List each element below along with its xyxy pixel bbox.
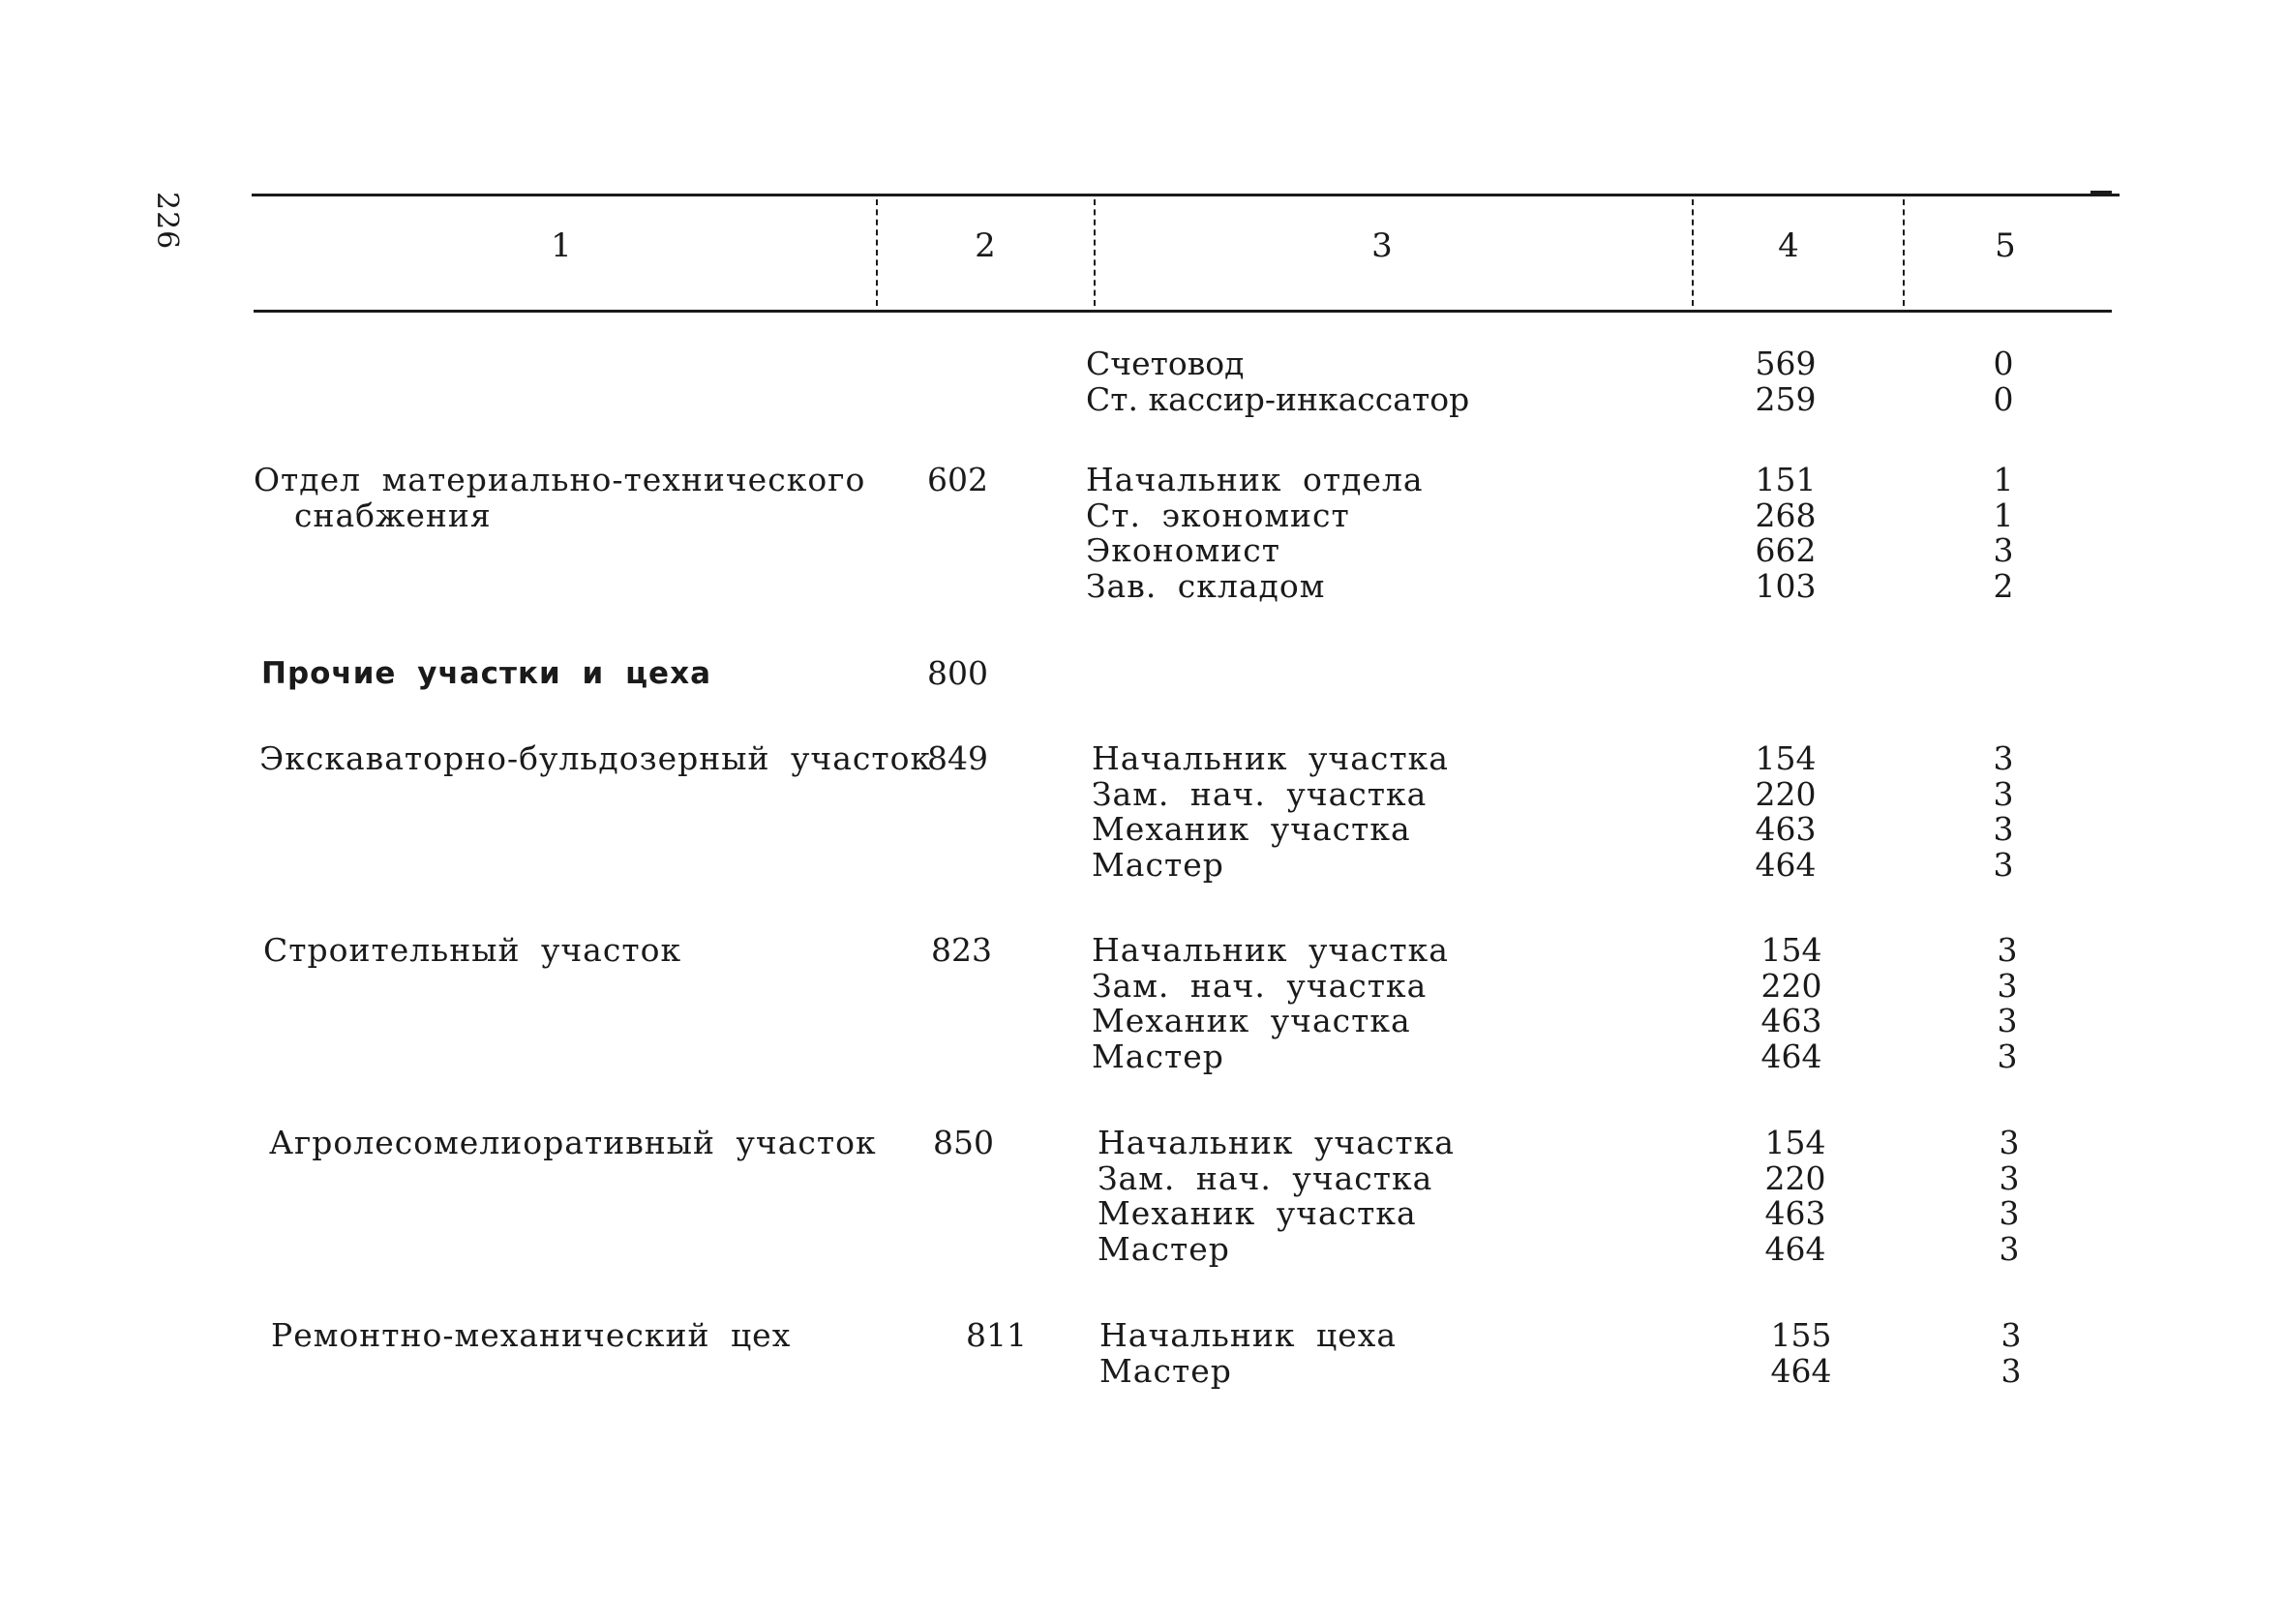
- department-line: Агролесомелиоративный участок: [269, 1124, 877, 1161]
- position-name: Начальник участка: [1098, 1124, 1455, 1161]
- position-name: Зав. складом: [1086, 566, 1326, 605]
- count-value: 3: [1999, 1229, 2020, 1268]
- position-list: [1086, 463, 1667, 604]
- department-line: Ремонтно-механический цех: [271, 1316, 792, 1354]
- position-name: Ст. кассир-инкассатор: [1086, 379, 1470, 418]
- position-name: Начальник отдела: [1086, 461, 1424, 498]
- position-code: 463: [1760, 1002, 1822, 1039]
- position-code: 103: [1755, 566, 1817, 605]
- position-code: 220: [1755, 774, 1817, 813]
- department-code: 811: [966, 1316, 1027, 1354]
- count-value: 3: [1997, 1002, 2018, 1039]
- position-code-list: [1732, 1318, 1854, 1389]
- position-code: 464: [1764, 1229, 1826, 1268]
- position-code: 463: [1764, 1194, 1826, 1232]
- position-name: Зам. нач. участка: [1098, 1158, 1433, 1197]
- position-code: 155: [1770, 1316, 1832, 1354]
- position-name: Мастер: [1098, 1229, 1230, 1268]
- position-code-list: [1732, 463, 1839, 604]
- page-number: 226: [150, 192, 184, 251]
- department-name: [254, 933, 883, 969]
- count-list: [1965, 346, 2042, 417]
- position-code: 154: [1755, 739, 1817, 777]
- table-header-bottom-rule: [254, 310, 2112, 313]
- position-code: 259: [1755, 379, 1817, 418]
- header-col-1: 1: [551, 226, 572, 265]
- count-value: 3: [2000, 1351, 2022, 1390]
- column-separator: [1692, 199, 1694, 306]
- position-name: Счетовод: [1086, 345, 1245, 382]
- department-code: 823: [931, 931, 992, 969]
- department-code: 849: [927, 739, 988, 777]
- department-name: [254, 656, 881, 692]
- position-name: Механик участка: [1092, 810, 1411, 848]
- position-code: 662: [1755, 531, 1817, 569]
- department-name: [254, 463, 873, 533]
- count-value: 3: [1993, 774, 2014, 813]
- header-col-2: 2: [975, 226, 996, 265]
- count-list: [1965, 741, 2042, 883]
- department-line: Экскаваторно-бульдозерный участок: [259, 739, 932, 777]
- count-list: [1965, 1126, 2048, 1267]
- position-list: [1086, 1318, 1680, 1389]
- department-line: Отдел материально-технического: [254, 461, 866, 498]
- position-list: [1086, 346, 1667, 417]
- table-top-rule: [252, 194, 2120, 196]
- department-name: [254, 1318, 890, 1354]
- department-code: 800: [927, 654, 988, 692]
- count-value: 0: [1993, 345, 2014, 382]
- position-name: Механик участка: [1098, 1194, 1417, 1232]
- position-name: Мастер: [1099, 1351, 1232, 1390]
- count-value: 3: [1999, 1194, 2020, 1232]
- position-code-list: [1732, 741, 1839, 883]
- count-list: [1965, 1318, 2050, 1389]
- position-name: Мастер: [1092, 845, 1224, 884]
- count-value: 1: [1993, 496, 2014, 534]
- position-list: [1086, 741, 1672, 883]
- column-separator: [1094, 199, 1096, 306]
- position-code: 220: [1764, 1158, 1826, 1197]
- position-code-list: [1732, 1126, 1849, 1267]
- position-name: Ст. экономист: [1086, 496, 1350, 534]
- position-code: 151: [1755, 461, 1817, 498]
- column-separator: [876, 199, 878, 306]
- position-code: 220: [1760, 966, 1822, 1005]
- header-col-4: 4: [1778, 226, 1799, 265]
- column-separator: [1903, 199, 1905, 306]
- position-name: Начальник участка: [1092, 739, 1449, 777]
- position-code: 464: [1760, 1037, 1822, 1075]
- count-value: 3: [1993, 739, 2014, 777]
- header-col-3: 3: [1371, 226, 1393, 265]
- position-name: Мастер: [1092, 1037, 1224, 1075]
- position-code: 268: [1755, 496, 1817, 534]
- position-code-list: [1732, 346, 1839, 417]
- header-col-5: 5: [1995, 226, 2016, 265]
- count-value: 3: [1997, 931, 2018, 969]
- position-name: Зам. нач. участка: [1092, 966, 1428, 1005]
- department-code: 602: [927, 461, 988, 498]
- position-code: 569: [1755, 345, 1817, 382]
- department-name: [254, 739, 932, 777]
- department-code: 850: [933, 1124, 994, 1161]
- position-code: 463: [1755, 810, 1817, 848]
- count-value: 3: [1993, 531, 2014, 569]
- department-line: Прочие участки и цеха: [261, 656, 711, 691]
- position-list: [1086, 933, 1672, 1074]
- count-value: 3: [1999, 1158, 2020, 1197]
- count-value: 3: [1993, 845, 2014, 884]
- position-code: 154: [1760, 931, 1822, 969]
- count-list: [1965, 933, 2046, 1074]
- position-code: 464: [1755, 845, 1817, 884]
- count-value: 3: [1997, 966, 2018, 1005]
- department-name: [254, 1126, 888, 1161]
- table-top-rule-end: [2090, 191, 2112, 195]
- count-value: 3: [2000, 1316, 2022, 1354]
- department-line: снабжения: [294, 496, 492, 534]
- position-code: 154: [1764, 1124, 1826, 1161]
- position-list: [1086, 1126, 1678, 1267]
- position-code: 464: [1770, 1351, 1832, 1390]
- count-value: 0: [1993, 379, 2014, 418]
- position-code-list: [1732, 933, 1845, 1074]
- position-name: Начальник участка: [1092, 931, 1449, 969]
- position-name: Экономист: [1086, 531, 1281, 569]
- count-value: 1: [1993, 461, 2014, 498]
- count-value: 3: [1993, 810, 2014, 848]
- count-value: 2: [1993, 566, 2014, 605]
- count-value: 3: [1997, 1037, 2018, 1075]
- count-value: 3: [1999, 1124, 2020, 1161]
- position-name: Начальник цеха: [1099, 1316, 1398, 1354]
- position-name: Зам. нач. участка: [1092, 774, 1428, 813]
- department-line: Строительный участок: [263, 931, 682, 969]
- position-name: Механик участка: [1092, 1002, 1411, 1039]
- count-list: [1965, 463, 2042, 604]
